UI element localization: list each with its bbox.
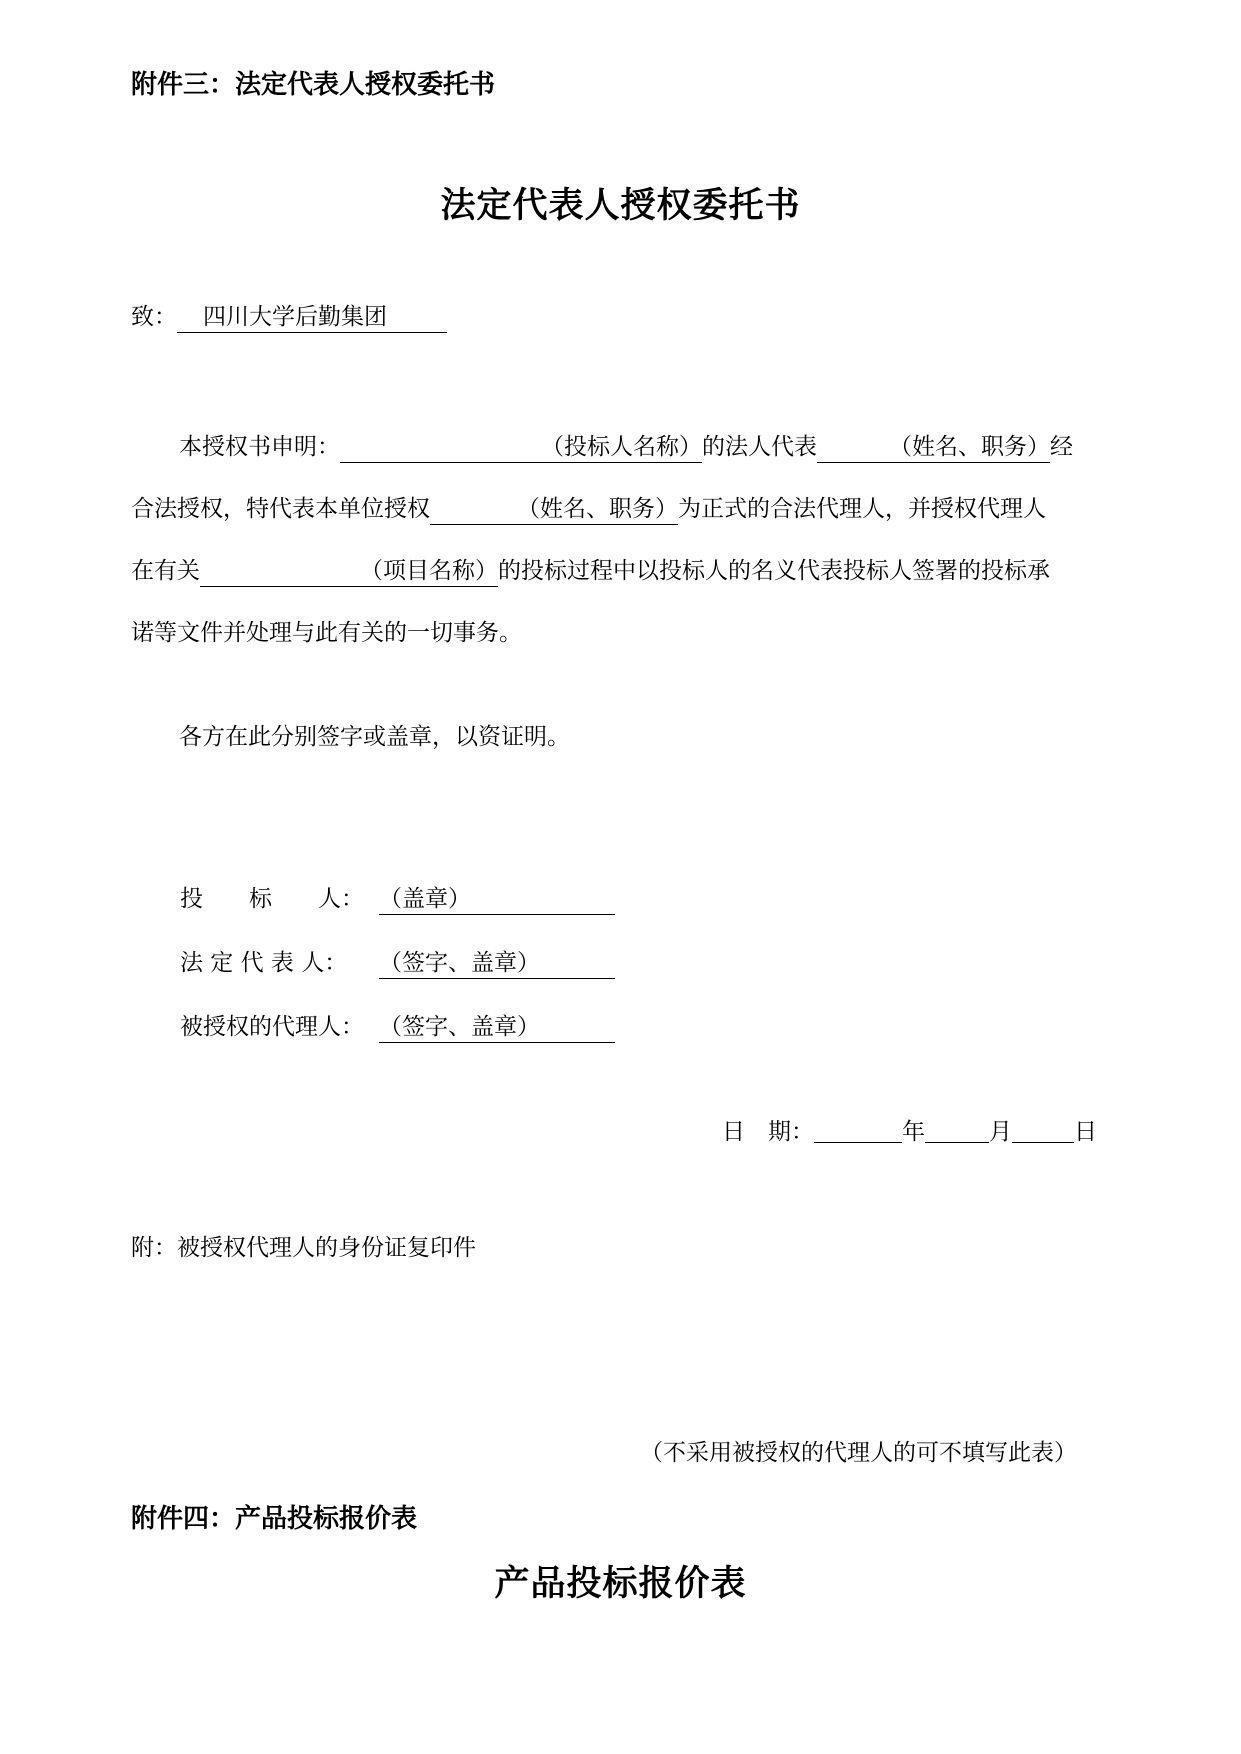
signature-row-bidder	[180, 880, 615, 915]
appendix-note: 附：被授权代理人的身份证复印件	[131, 1235, 476, 1261]
paragraph-line-4: 诺等文件并处理与此有关的一切事务。	[131, 620, 522, 646]
signature-field	[379, 1016, 615, 1043]
line1-end-text: 经	[1050, 434, 1073, 460]
addressee-field	[177, 306, 447, 333]
signature-hint: （签字、盖章）	[379, 950, 540, 976]
signature-row-agent	[180, 1008, 615, 1043]
date-label: 日 期：	[722, 1119, 814, 1145]
signature-row-legal-rep	[180, 944, 615, 979]
legal-rep-text: 的法人代表	[702, 434, 817, 460]
line3-start-text: 在有关	[131, 558, 200, 584]
bidder-name-field	[340, 436, 702, 463]
date-row	[722, 1113, 1097, 1146]
line3-end-text: 的投标过程中以投标人的名义代表投标人签署的投标承	[498, 558, 1050, 584]
signature-hint: （盖章）	[379, 886, 471, 912]
price-table-title: 产品投标报价表	[494, 1564, 747, 1604]
attestation-text: 各方在此分别签字或盖章，以资证明。	[179, 724, 570, 750]
addressee-line	[131, 306, 447, 333]
addressee-value: 四川大学后勤集团	[203, 304, 387, 330]
signature-field	[379, 952, 615, 979]
month-label: 月	[989, 1119, 1012, 1145]
intro-text: 本授权书申明：	[179, 434, 340, 460]
attachment3-heading: 附件三：法定代表人授权委托书	[131, 70, 496, 100]
paragraph-line-3	[131, 540, 1115, 602]
agent-hint: （姓名、职务）	[517, 496, 678, 522]
agent-field	[430, 498, 678, 525]
legal-rep-hint: （姓名、职务）	[889, 434, 1050, 460]
line2-end-text: 为正式的合法代理人，并授权代理人	[678, 496, 1046, 522]
bidder-name-hint: （投标人名称）	[541, 434, 702, 460]
addressee-label: 致：	[131, 304, 177, 330]
signature-hint: （签字、盖章）	[379, 1014, 540, 1040]
authorization-paragraph	[131, 416, 1115, 664]
paragraph-line-1	[131, 416, 1115, 478]
footnote: （不采用被授权的代理人的可不填写此表）	[640, 1440, 1077, 1466]
day-blank	[1012, 1120, 1074, 1143]
project-name-field	[200, 560, 498, 587]
day-label: 日	[1074, 1119, 1097, 1145]
signature-label: 法 定 代 表 人：	[180, 950, 348, 976]
signature-label: 投 标 人：	[180, 886, 364, 912]
legal-rep-field	[817, 436, 1050, 463]
paragraph-line-2	[131, 478, 1115, 540]
signature-field	[379, 888, 615, 915]
project-name-hint: （项目名称）	[360, 558, 498, 584]
year-blank	[814, 1120, 902, 1143]
signature-label: 被授权的代理人：	[180, 1014, 364, 1040]
line2-start-text: 合法授权，特代表本单位授权	[131, 496, 430, 522]
document-title: 法定代表人授权委托书	[440, 186, 801, 226]
month-blank	[925, 1120, 989, 1143]
attachment4-heading: 附件四：产品投标报价表	[131, 1504, 418, 1534]
year-label: 年	[902, 1119, 925, 1145]
